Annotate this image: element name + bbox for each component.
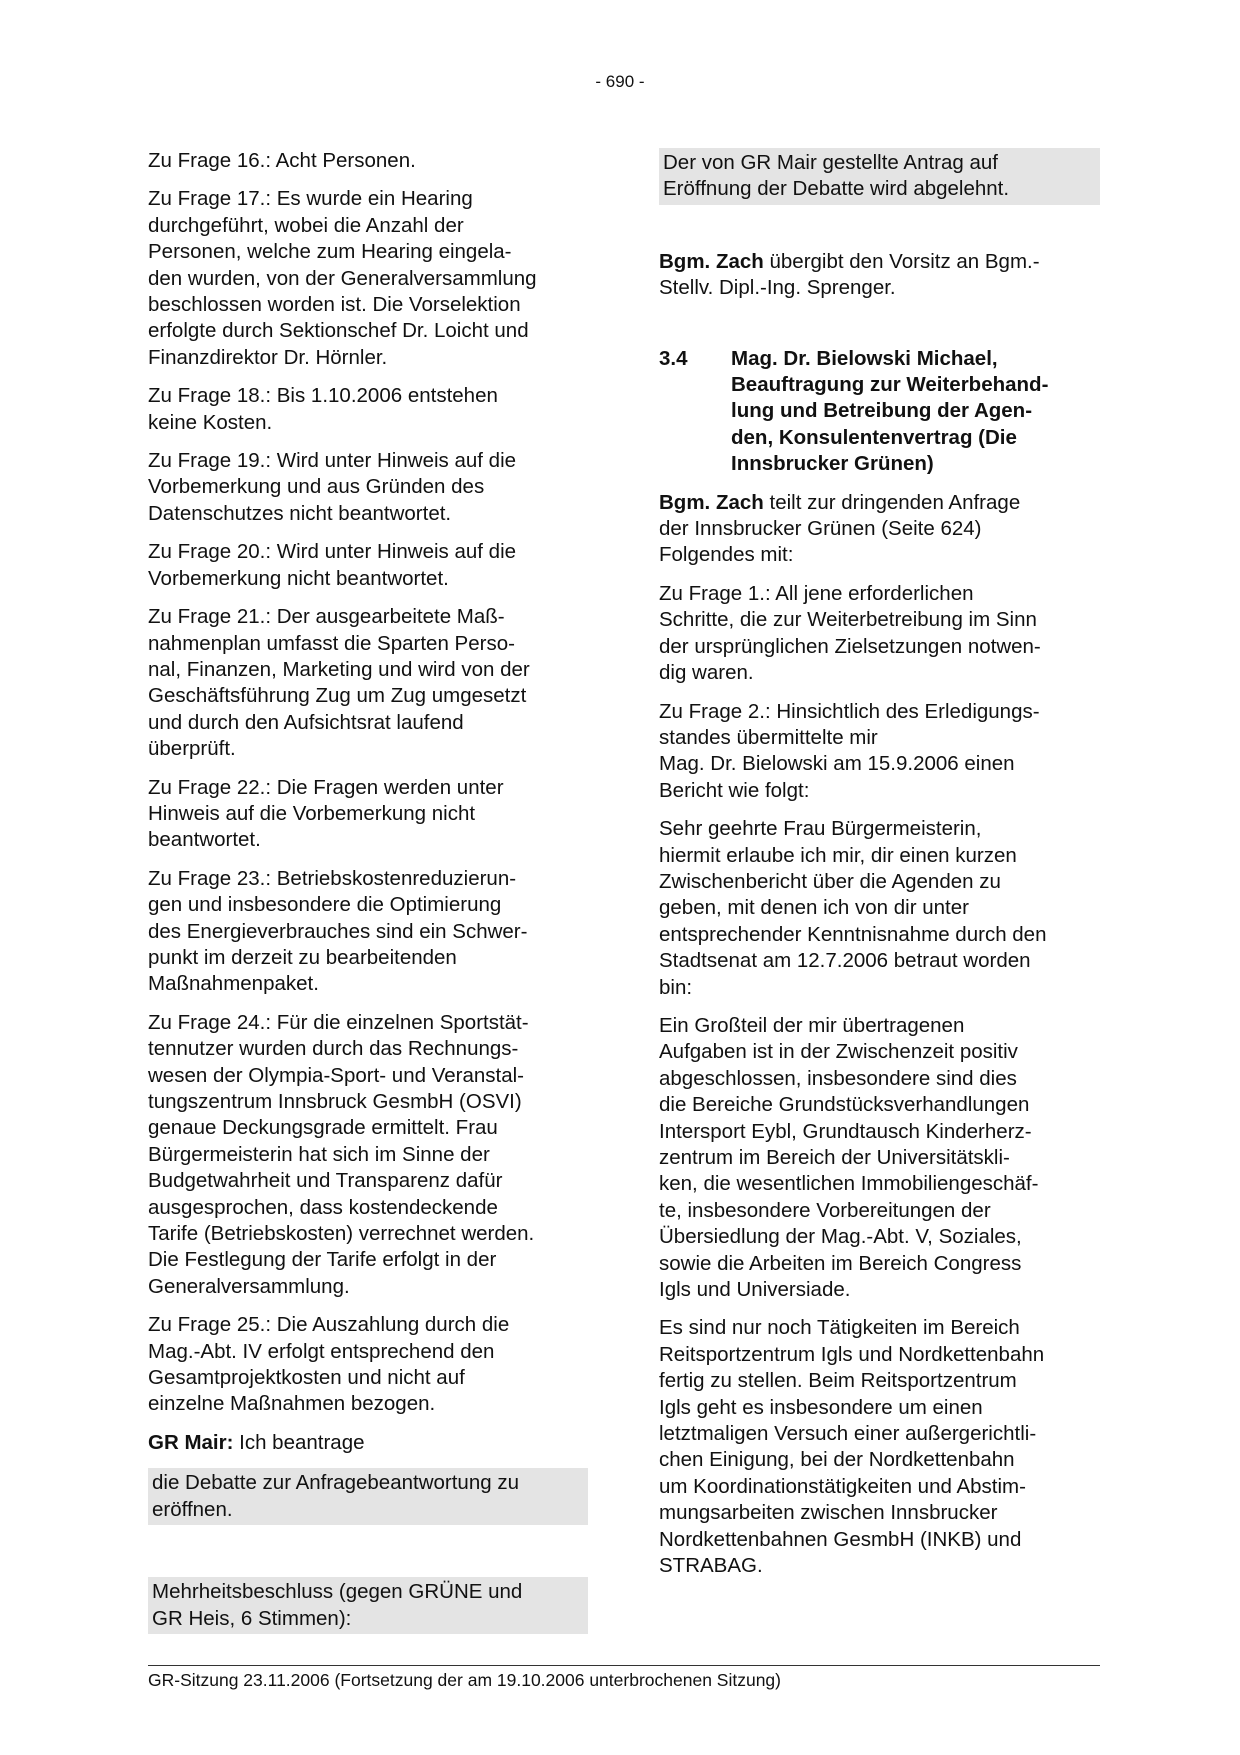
- letter-greeting: Sehr geehrte Frau Bürgermeisterin, hiermit erlaube ich mir, dir einen kurzen Zwischenbericht über die Agenden zu geben, mit denen ich von dir unter entsprechender Kenntnisnahme durch den Stadtsenat am 12.7.2006 betraut worden bin:: [659, 817, 1047, 999]
- intro-name: Bgm. Zach: [659, 490, 764, 514]
- handover-text: übergibt den Vorsitz an Bgm.- Stellv. Dipl.-Ing. Sprenger.: [659, 249, 1040, 300]
- letter-body-2: Es sind nur noch Tätigkeiten im Bereich Reitsportzentrum Igls und Nordkettenbahn fertig zu stellen. Beim Reitsportzentrum Igls geht es insbesondere um einen letztmaligen Versuch einer außergerichtli- chen Einigung, bei der Nordkettenbahn um Koordinationstätigkeiten und Abstim- mungsarbeiten zwischen Innsbrucker Nordkettenbahnen GesmbH (INKB) und STRABAG.: [659, 1316, 1045, 1578]
- speaker-text: Ich beantrage: [233, 1430, 365, 1454]
- intro-text: teilt zur dringenden Anfrage der Innsbrucker Grünen (Seite 624) Folgendes mit:: [659, 490, 1021, 567]
- answer-23: Zu Frage 23.: Betriebskostenreduzierun- gen und insbesondere die Optimierung des Energieverbrauches sind ein Schwer- punkt im derzeit zu bearbeitenden Maßnahmenpaket.: [148, 866, 528, 996]
- right-column: [659, 148, 1100, 1592]
- answer-1: Zu Frage 1.: All jene erforderlichen Schritte, die zur Weiterbetreibung im Sinn der ursprünglichen Zielsetzungen notwen- dig waren.: [659, 581, 1041, 685]
- speaker-name: GR Mair:: [148, 1430, 234, 1454]
- answer-18: Zu Frage 18.: Bis 1.10.2006 entstehen keine Kosten.: [148, 384, 498, 434]
- motion-box: die Debatte zur Anfragebeantwortung zu eröffnen.: [148, 1468, 588, 1525]
- answer-17: Zu Frage 17.: Es wurde ein Hearing durchgeführt, wobei die Anzahl der Personen, welche zum Hearing eingela- den wurden, von der Generalversammlung beschlossen worden ist. Die Vorselektion erfolgte durch Sektionschef Dr. Loicht und Finanzdirektor Dr. Hörnler.: [148, 187, 537, 369]
- answer-24: Zu Frage 24.: Für die einzelnen Sportstät- tennutzer wurden durch das Rechnungs- wesen der Olympia-Sport- und Veranstal- tungszentrum Innsbruck GesmbH (OSVI) genaue Deckungsgrade ermittelt. Frau Bürgermeisterin hat sich im Sinne der Budgetwahrheit und Transparenz dafür ausgesprochen, dass kostendeckende Tarife (Betriebskosten) verrechnet werden. Die Festlegung der Tarife erfolgt in der Generalversammlung.: [148, 1010, 535, 1298]
- answer-20: Zu Frage 20.: Wird unter Hinweis auf die Vorbemerkung nicht beantwortet.: [148, 540, 517, 590]
- page-number: - 690 -: [595, 72, 645, 91]
- speaker-paragraph: [148, 1430, 588, 1456]
- answer-25: Zu Frage 25.: Die Auszahlung durch die Mag.-Abt. IV erfolgt entsprechend den Gesamtprojektkosten und nicht auf einzelne Maßnahmen bezogen.: [148, 1313, 510, 1416]
- letter-body-1: Ein Großteil der mir übertragenen Aufgaben ist in der Zwischenzeit positiv abgeschlossen, insbesondere sind dies die Bereiche Grundstücksverhandlungen Intersport Eybl, Grundtausch Kinderherz- zentrum im Bereich der Universitätskli- ken, die wesentlichen Immobiliengeschäf- te, insbesondere Vorbereitungen der Übersiedlung der Mag.-Abt. V, Soziales, sowie die Arbeiten im Bereich Congress Igls und Universiade.: [659, 1013, 1039, 1302]
- answer-2: Zu Frage 2.: Hinsichtlich des Erledigungs- standes übermittelte mir Mag. Dr. Bielowski am 15.9.2006 einen Bericht wie folgt:: [659, 699, 1040, 802]
- intro-paragraph: [659, 490, 1100, 569]
- answer-21: Zu Frage 21.: Der ausgearbeitete Maß- nahmenplan umfasst die Sparten Perso- nal, Finanzen, Marketing und wird von der Geschäftsführung Zug um Zug umgesetzt und durch den Aufsichtsrat laufend überprüft.: [148, 605, 530, 761]
- section-number: 3.4: [659, 346, 688, 370]
- left-column: [148, 148, 588, 1646]
- answer-16: Zu Frage 16.: Acht Personen.: [148, 149, 416, 172]
- footer-divider: [148, 1665, 1100, 1666]
- answer-19: Zu Frage 19.: Wird unter Hinweis auf die Vorbemerkung und aus Gründen des Datenschutzes nicht beantwortet.: [148, 449, 517, 525]
- section-heading: [659, 346, 1100, 478]
- resolution-box: Mehrheitsbeschluss (gegen GRÜNE und GR Heis, 6 Stimmen):: [148, 1577, 588, 1634]
- section-title: Mag. Dr. Bielowski Michael, Beauftragung zur Weiterbehand- lung und Betreibung der Agen- den, Konsulentenvertrag (Die Innsbrucker Grünen): [731, 346, 1049, 476]
- handover-paragraph: [659, 249, 1100, 302]
- rejection-box: Der von GR Mair gestellte Antrag auf Eröffnung der Debatte wird abgelehnt.: [659, 148, 1100, 205]
- handover-name: Bgm. Zach: [659, 249, 764, 273]
- footer: GR-Sitzung 23.11.2006 (Fortsetzung der am 19.10.2006 unterbrochenen Sitzung): [148, 1670, 781, 1690]
- answer-22: Zu Frage 22.: Die Fragen werden unter Hinweis auf die Vorbemerkung nicht beantwortet.: [148, 775, 504, 852]
